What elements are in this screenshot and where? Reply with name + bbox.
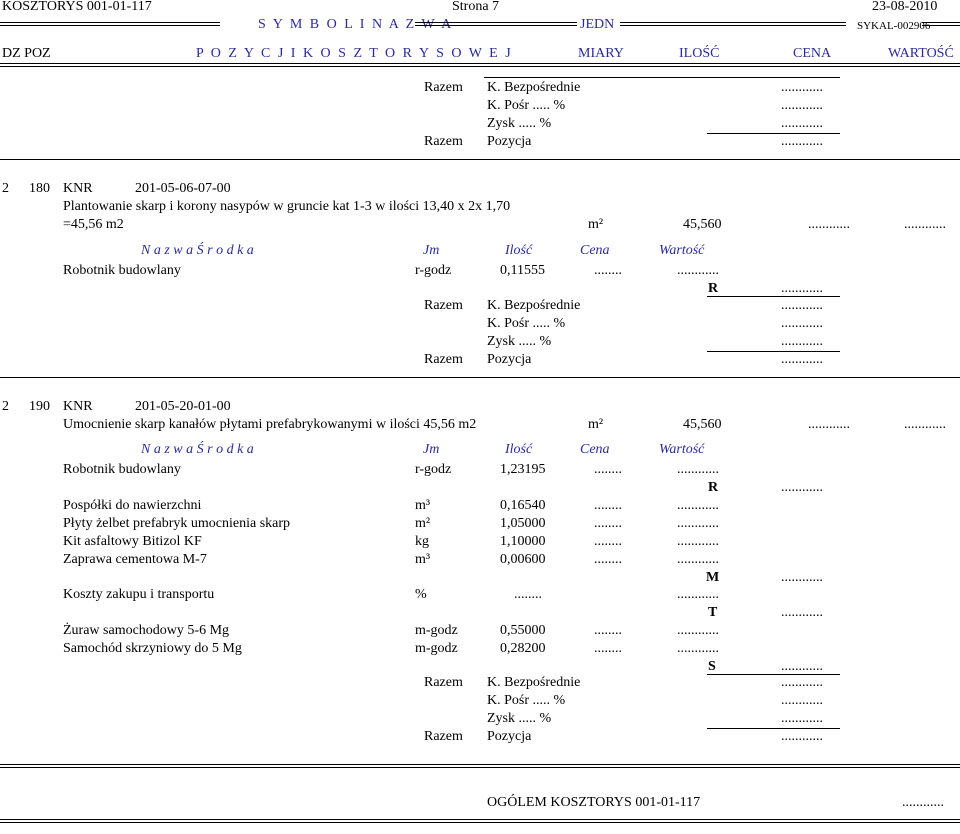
- footer-rule: [0, 819, 960, 823]
- price-dots: ............: [808, 217, 850, 232]
- resource-unit: %: [415, 587, 427, 602]
- jedn-label: JEDN: [580, 17, 615, 32]
- page-number: Strona 7: [452, 0, 500, 14]
- resource-unit: r-godz: [415, 462, 452, 477]
- resource-unit: m-godz: [415, 641, 458, 656]
- resource-name: Zaprawa cementowa M-7: [63, 552, 207, 567]
- value-dots: ............: [781, 570, 823, 585]
- summary-rule: [484, 77, 840, 78]
- razem-label: Razem: [424, 729, 463, 744]
- s-label: S: [708, 659, 716, 674]
- value-dots: ............: [781, 659, 823, 674]
- position-title: P O Z Y C J I K O S Z T O R Y S O W E J: [196, 46, 513, 61]
- resource-value-dots: ............: [677, 534, 719, 549]
- resource-value-dots: ............: [677, 263, 719, 278]
- resource-quantity: 0,16540: [500, 498, 546, 513]
- position-separator: [0, 159, 960, 160]
- k-bezposrednie-label: K. Bezpośrednie: [487, 80, 581, 95]
- value-dots: ............: [781, 675, 823, 690]
- resource-price-dots: ........: [594, 263, 622, 278]
- header-rule-mid: [415, 22, 577, 26]
- ilosc-subheader: Ilość: [505, 243, 533, 258]
- resource-name: Kit asfaltowy Bitizol KF: [63, 534, 202, 549]
- zysk-label: Zysk ..... %: [487, 711, 552, 726]
- value-dots: ............: [904, 417, 946, 432]
- value-dots: ............: [904, 217, 946, 232]
- resource-quantity: 0,55000: [500, 623, 546, 638]
- r-label: R: [708, 480, 719, 495]
- value-dots: ............: [781, 352, 823, 367]
- value-dots: ............: [781, 480, 823, 495]
- resource-name: Pospółki do nawierzchni: [63, 498, 202, 513]
- grand-total-dots: ............: [902, 795, 944, 810]
- value-dots: ............: [781, 98, 823, 113]
- wartosc-header: WARTOŚĆ: [888, 46, 954, 61]
- resource-unit: r-godz: [415, 263, 452, 278]
- resource-price-dots: ........: [594, 462, 622, 477]
- position-quantity: 45,560: [683, 417, 722, 432]
- value-dots: ............: [781, 693, 823, 708]
- razem-label: Razem: [424, 80, 463, 95]
- wartosc-subheader: Wartość: [659, 243, 705, 258]
- value-dots: ............: [781, 334, 823, 349]
- subtotal-rule: [707, 296, 840, 297]
- jm-header: Jm: [423, 243, 440, 258]
- ilosc-subheader: Ilość: [505, 442, 533, 457]
- value-dots: ............: [781, 281, 823, 296]
- value-dots: ............: [781, 711, 823, 726]
- resource-name: Samochód skrzyniowy do 5 Mg: [63, 641, 242, 656]
- grand-total-rule: [0, 764, 960, 768]
- k-posr-label: K. Pośr ..... %: [487, 316, 566, 331]
- position-description: Umocnienie skarp kanałów płytami prefabrykowanymi w ilości 45,56 m2: [63, 417, 477, 432]
- pozycja-label: Pozycja: [487, 352, 532, 367]
- resource-name: Robotnik budowlany: [63, 462, 181, 477]
- nazwa-srodka-header: N a z w a Ś r o d k a: [141, 442, 254, 457]
- dz-poz-header: DZ POZ: [2, 46, 51, 61]
- cena-header: CENA: [793, 46, 832, 61]
- header-rule-end: [922, 22, 960, 26]
- razem-label: Razem: [424, 298, 463, 313]
- resource-value-dots: ............: [677, 516, 719, 531]
- resource-name: Koszty zakupu i transportu: [63, 587, 215, 602]
- knr-code: 201-05-06-07-00: [135, 181, 231, 196]
- value-dots: ............: [781, 298, 823, 313]
- value-dots: ............: [781, 316, 823, 331]
- knr-code: 201-05-20-01-00: [135, 399, 231, 414]
- resource-quantity: 0,11555: [500, 263, 545, 278]
- resource-unit: m³: [415, 552, 431, 567]
- position-description: Plantowanie skarp i korony nasypów w gruncie kat 1-3 w ilości 13,40 x 2x 1,70: [63, 199, 511, 214]
- resource-price-dots: ........: [594, 552, 622, 567]
- cena-subheader: Cena: [580, 243, 610, 258]
- value-dots: ............: [781, 116, 823, 131]
- m-label: M: [706, 570, 720, 585]
- resource-quantity-dots: ........: [514, 587, 542, 602]
- resource-value-dots: ............: [677, 462, 719, 477]
- resource-price-dots: ........: [594, 623, 622, 638]
- resource-unit: m³: [415, 498, 431, 513]
- resource-quantity: 1,23195: [500, 462, 546, 477]
- resource-quantity: 0,28200: [500, 641, 546, 656]
- position-number: 190: [29, 399, 50, 414]
- razem-label: Razem: [424, 675, 463, 690]
- k-posr-label: K. Pośr ..... %: [487, 98, 566, 113]
- resource-price-dots: ........: [594, 498, 622, 513]
- resource-price-dots: ........: [594, 641, 622, 656]
- resource-price-dots: ........: [594, 516, 622, 531]
- resource-name: Robotnik budowlany: [63, 263, 181, 278]
- nazwa-srodka-header: N a z w a Ś r o d k a: [141, 243, 254, 258]
- resource-unit: m²: [415, 516, 431, 531]
- miary-header: MIARY: [578, 46, 624, 61]
- jm-header: Jm: [423, 442, 440, 457]
- knr-label: KNR: [63, 399, 93, 414]
- resource-value-dots: ............: [677, 641, 719, 656]
- header-bottom-rule: [0, 63, 960, 67]
- value-dots: ............: [781, 729, 823, 744]
- k-bezposrednie-label: K. Bezpośrednie: [487, 675, 581, 690]
- resource-unit: m-godz: [415, 623, 458, 638]
- header-rule-left: [0, 22, 220, 26]
- zysk-label: Zysk ..... %: [487, 334, 552, 349]
- position-formula: =45,56 m2: [63, 217, 124, 232]
- position-number: 180: [29, 181, 50, 196]
- position-unit: m²: [588, 217, 604, 232]
- r-label: R: [708, 281, 719, 296]
- k-bezposrednie-label: K. Bezpośrednie: [487, 298, 581, 313]
- zysk-label: Zysk ..... %: [487, 116, 552, 131]
- position-quantity: 45,560: [683, 217, 722, 232]
- dz-number: 2: [2, 399, 9, 414]
- resource-quantity: 1,10000: [500, 534, 546, 549]
- pozycja-label: Pozycja: [487, 134, 532, 149]
- resource-value-dots: ............: [677, 552, 719, 567]
- razem-label: Razem: [424, 352, 463, 367]
- sykal-code: SYKAL-002906: [857, 20, 931, 32]
- grand-total-label: OGÓLEM KOSZTORYS 001-01-117: [487, 795, 701, 810]
- resource-price-dots: ........: [594, 534, 622, 549]
- k-posr-label: K. Pośr ..... %: [487, 693, 566, 708]
- position-unit: m²: [588, 417, 604, 432]
- document-date: 23-08-2010: [872, 0, 938, 14]
- resource-value-dots: ............: [677, 623, 719, 638]
- knr-label: KNR: [63, 181, 93, 196]
- wartosc-subheader: Wartość: [659, 442, 705, 457]
- resource-unit: kg: [415, 534, 429, 549]
- ilosc-header: ILOŚĆ: [679, 46, 720, 61]
- document-id: KOSZTORYS 001-01-117: [2, 0, 152, 14]
- resource-name: Płyty żelbet prefabryk umocnienia skarp: [63, 516, 291, 531]
- header-rule-right: [620, 22, 846, 26]
- value-dots: ............: [781, 134, 823, 149]
- value-dots: ............: [781, 605, 823, 620]
- pozycja-label: Pozycja: [487, 729, 532, 744]
- t-label: T: [708, 605, 718, 620]
- resource-name: Żuraw samochodowy 5-6 Mg: [63, 623, 230, 638]
- resource-quantity: 1,05000: [500, 516, 546, 531]
- price-dots: ............: [808, 417, 850, 432]
- value-dots: ............: [781, 80, 823, 95]
- resource-quantity: 0,00600: [500, 552, 546, 567]
- resource-value-dots: ............: [677, 587, 719, 602]
- dz-number: 2: [2, 181, 9, 196]
- cena-subheader: Cena: [580, 442, 610, 457]
- resource-value-dots: ............: [677, 498, 719, 513]
- symbol-title: S Y M B O L I N A Z W A: [258, 17, 454, 32]
- razem-label: Razem: [424, 134, 463, 149]
- position-separator: [0, 377, 960, 378]
